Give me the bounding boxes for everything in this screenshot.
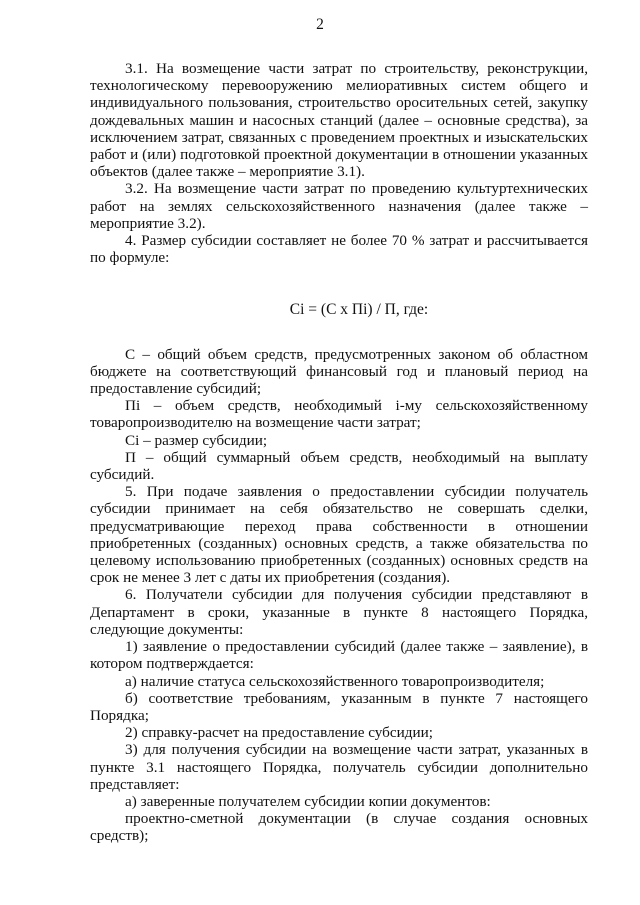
document-body <box>90 60 588 845</box>
page-number: 2 <box>316 16 324 33</box>
list-subitem-b: б) соответствие требованиям, указанным в пункте 7 настоящего Порядка; <box>90 689 588 724</box>
list-item-3: 3) для получения субсидии на возмещение части затрат, указанных в пункте 3.1 настоящего Порядка, получатель субсидии дополнительно представляет: <box>90 741 588 793</box>
paragraph-3-2: 3.2. На возмещение части затрат по проведению культуртехнических работ на землях сельскохозяйственного назначения (далее также – мероприятие 3.2). <box>90 180 588 232</box>
definition-p: П – общий суммарный объем средств, необходимый на выплату субсидий. <box>90 448 588 484</box>
paragraph-4: 4. Размер субсидии составляет не более 70 % затрат и рассчитывается по формуле: <box>90 232 588 267</box>
list-subitem-a: а) наличие статуса сельскохозяйственного товаропроизводителя; <box>125 672 545 690</box>
definition-c: С – общий объем средств, предусмотренных законом об областном бюджете на соответствующий финансовый год и плановый период на предоставление субсидий; <box>90 345 588 398</box>
paragraph-3-1: 3.1. На возмещение части затрат по строительству, реконструкции, технологическому перевооружению мелиоративных систем общего и индивидуального пользования, строительство оросительных сетей, закупку дождевальных машин и насосных станций (далее – основные средства), за исключением затрат, связанных с проведением проектных и изыскательских работ и (или) подготовкой проектной документации в отношении указанных объектов (далее также – мероприятие 3.1). <box>90 60 588 181</box>
definition-pi: Пi – объем средств, необходимый i-му сельскохозяйственному товаропроизводителю на возмещение части затрат; <box>90 397 588 432</box>
definition-ci: Ci – размер субсидии; <box>125 431 268 449</box>
list-subitem-project-docs: проектно-сметной документации (в случае создания основных средств); <box>90 810 588 845</box>
list-item-2: 2) справку-расчет на предоставление субсидии; <box>125 724 433 742</box>
list-subitem-a-copies: а) заверенные получателем субсидии копии документов: <box>125 792 491 810</box>
subsidy-formula: Ci = (C x Пi) / П, где: <box>289 301 429 319</box>
paragraph-5: 5. При подаче заявления о предоставлении субсидии получатель субсидии принимает на себя обязательство не совершать сделки, предусматривающие переход права собственности в отношении приобретенных (созданных) основных средств, а также обязательства по целевому использованию приобретенных (созданных) основных средств на срок не менее 3 лет с даты их приобретения (создания). <box>90 483 588 587</box>
paragraph-6: 6. Получатели субсидии для получения субсидии представляют в Департамент в сроки, указанные в пункте 8 настоящего Порядка, следующие документы: <box>90 586 588 638</box>
list-item-1: 1) заявление о предоставлении субсидий (далее также – заявление), в котором подтверждается: <box>90 638 588 673</box>
